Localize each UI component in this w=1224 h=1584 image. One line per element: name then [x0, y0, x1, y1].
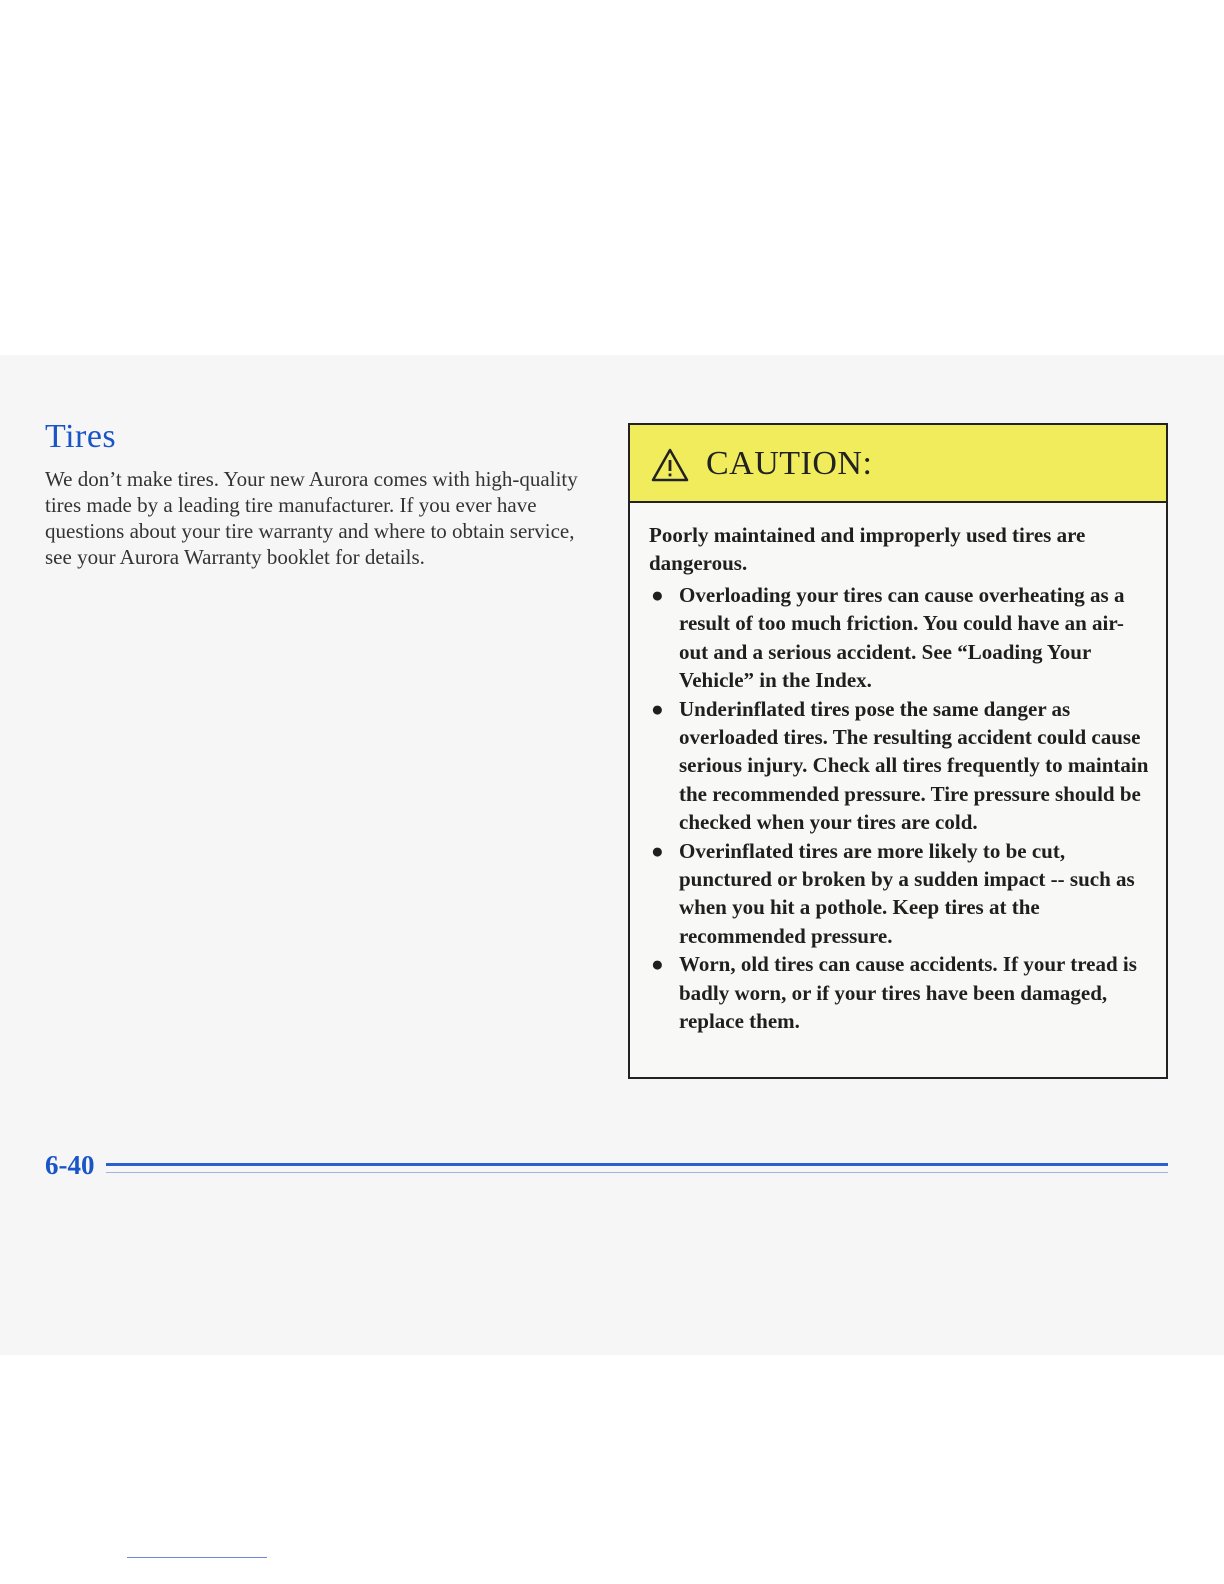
page-number: 6-40 — [45, 1150, 95, 1180]
caution-list — [649, 581, 1149, 1036]
bottom-mark — [127, 1557, 267, 1558]
footer-rule — [106, 1163, 1168, 1166]
caution-header — [630, 425, 1166, 503]
caution-item-text: Overloading your tires can cause overheating as a result of too much friction. You could have an air-out and a serious accident. See “Loading Your Vehicle” in the Index. — [679, 583, 1125, 693]
caution-item-overinflated — [649, 837, 1149, 951]
bullet-icon: ● — [651, 583, 664, 607]
bullet-icon: ● — [651, 696, 664, 721]
warning-triangle-icon — [650, 447, 690, 483]
bullet-icon: ● — [651, 952, 664, 977]
caution-box — [628, 423, 1168, 1079]
caution-item-text: Overinflated tires are more likely to be cut, punctured or broken by a sudden impact -- such as when you hit a pothole. Keep tires at the recommended pressure. — [679, 838, 1135, 948]
footer-rule-thin — [106, 1172, 1168, 1173]
caution-item-worn — [649, 950, 1149, 1035]
caution-label: CAUTION: — [706, 445, 873, 482]
caution-item-text: Worn, old tires can cause accidents. If your tread is badly worn, or if your tires have been damaged, replace them. — [679, 952, 1137, 1034]
intro-paragraph: We don’t make tires. Your new Aurora comes with high-quality tires made by a leading tire manufacturer. If you ever have questions about your tire warranty and where to obtain service, see your Aurora Warranty booklet for details. — [45, 467, 578, 569]
caution-item-overloading — [649, 581, 1149, 695]
bullet-icon: ● — [651, 838, 664, 863]
caution-item-underinflated — [649, 695, 1149, 837]
section-title: Tires — [45, 418, 117, 455]
caution-item-text: Underinflated tires pose the same danger as overloaded tires. The resulting accident could cause serious injury. Check all tires frequently to maintain the recommended pressure. Tire pressure should be checked when your tires are cold. — [679, 696, 1149, 835]
caution-intro: Poorly maintained and improperly used tires are dangerous. — [649, 523, 1086, 575]
